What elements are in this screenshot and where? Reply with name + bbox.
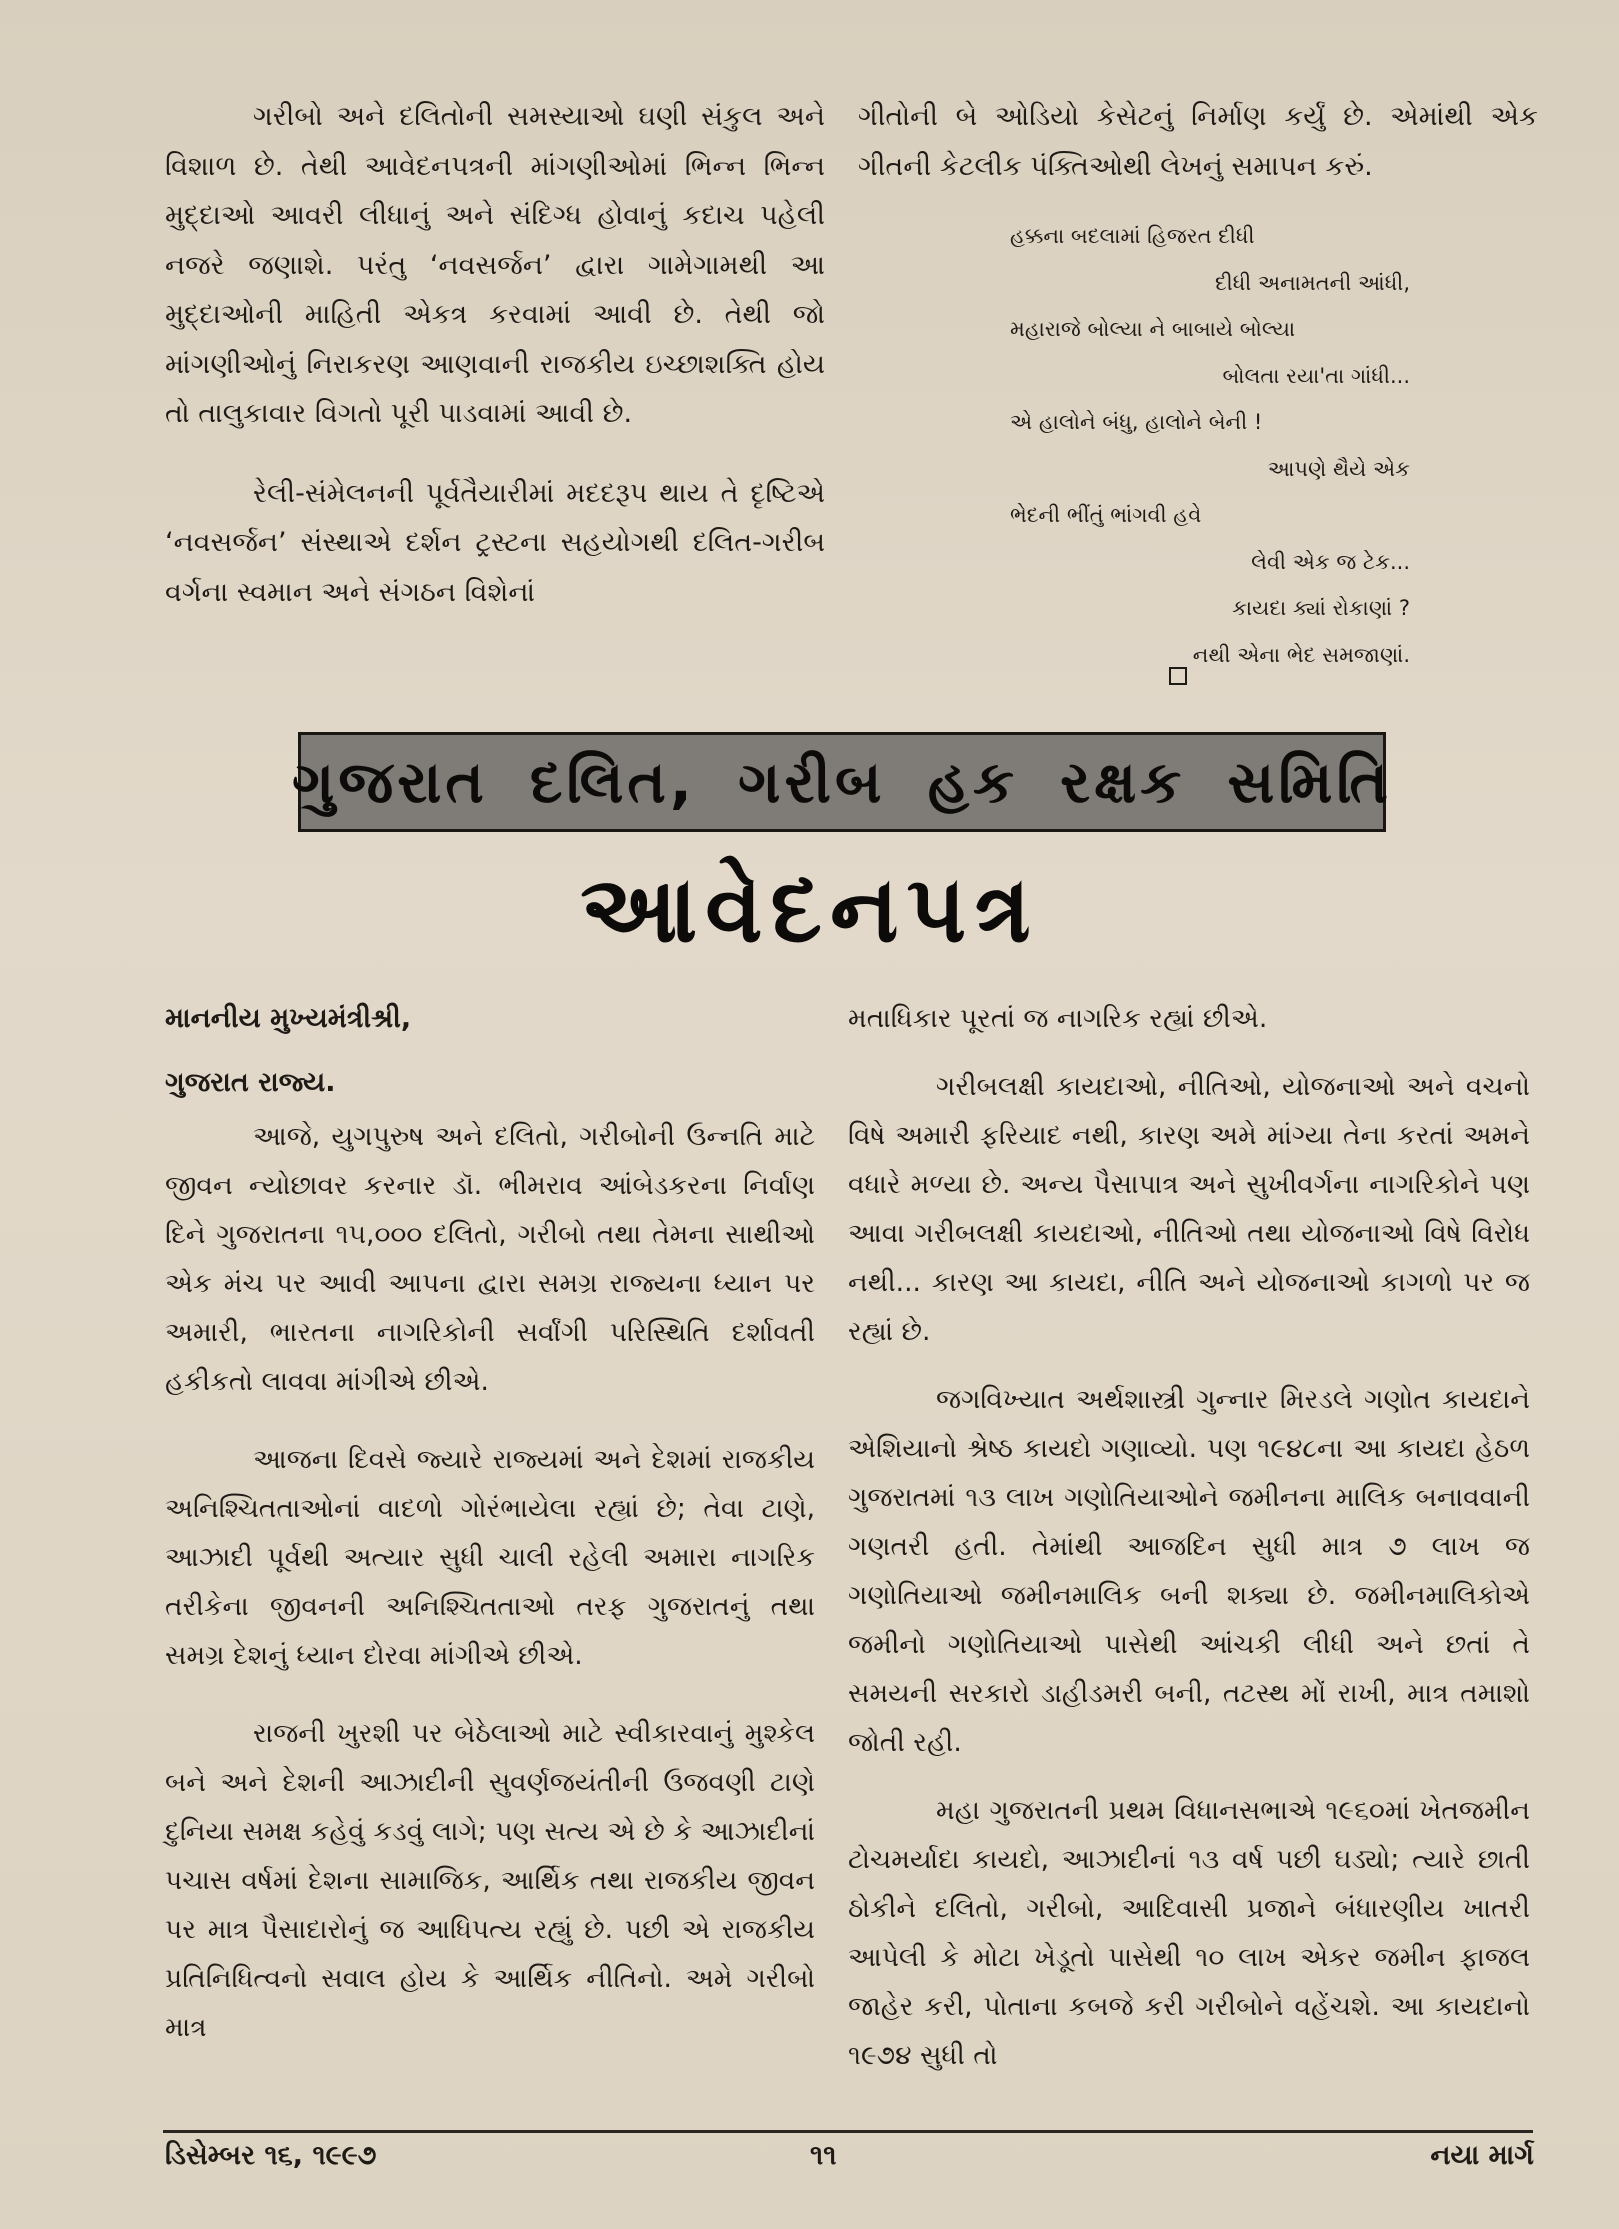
salutation-addressee: માનનીય મુખ્યમંત્રીશ્રી, [165,1003,412,1034]
salutation-state: ગુજરાત રાજ્ય. [165,1067,336,1098]
page-title: આવેદનપત્ર [580,856,1039,963]
letter-column-right [848,994,1530,2080]
paragraph: મતાધિકાર પૂરતાં જ નાગરિક રહ્યાં છીએ. [848,1003,1268,1034]
paragraph: રેલી-સંમેલનની પૂર્વતૈયારીમાં મદદરૂપ થાય તે દૃષ્ટિએ ‘નવસર્જન’ સંસ્થાએ દર્શન ટ્રસ્ટના સહયોગથી દલિત-ગરીબ વર્ગના સ્વમાન અને સંગઠન વિશેનાં [165,477,825,608]
end-mark-icon [1169,667,1187,685]
poem-line: એ હાલોને બંધુ, હાલોને બેની ! [1010,410,1263,434]
poem-line: લેવી એક જ ટેક... [1251,549,1410,574]
poem-line: મહારાજે બોલ્યા ને બાબાયે બોલ્યા [1010,317,1296,341]
letter-column-left [165,994,815,2052]
poem-line: ભેદની ભીંતું ભાંગવી હવે [1010,503,1202,527]
banner-title: ગુજરાત દલિત, ગરીબ હક રક્ષક સમિતિ [292,747,1393,816]
article-continuation-left [165,92,825,617]
committee-banner [292,732,1393,832]
paragraph: ગરીબલક્ષી કાયદાઓ, નીતિઓ, યોજનાઓ અને વચનો વિષે અમારી ફરિયાદ નથી, કારણ અમે માંગ્યા તેના કરતાં અમને વધારે મળ્યા છે. અન્ય પૈસાપાત્ર અને સુખીવર્ગના નાગરિકોને પણ આવા ગરીબલક્ષી કાયદાઓ, નીતિઓ તથા યોજનાઓ વિષે વિરોધ નથી... કારણ આ કાયદા, નીતિ અને યોજનાઓ કાગળો પર જ રહ્યાં છે. [848,1071,1530,1347]
poem-line: બોલતા રયા'તા ગાંધી... [1222,363,1410,388]
poem-line: દીધી અનામતની આંધી, [1214,270,1410,295]
paragraph: મહા ગુજરાતની પ્રથમ વિધાનસભાએ ૧૯૬૦માં ખેતજમીન ટોચમર્યાદા કાયદો, આઝાદીનાં ૧૩ વર્ષ પછી ઘડ્યો; ત્યારે છાતી ઠોકીને દલિતો, ગરીબો, આદિવાસી પ્રજાને બંધારણીય ખાતરી આપેલી કે મોટા ખેડૂતો પાસેથી ૧૦ લાખ એકર જમીન ફાજલ જાહેર કરી, પોતાના કબજે કરી ગરીબોને વહેંચશે. આ કાયદાનો ૧૯૭૪ સુધી તો [848,1795,1530,2071]
poem-line: કાયદા ક્યાં રોકાણાં ? [1232,596,1410,620]
footer-date: ડિસેમ્બર ૧૬, ૧૯૯૭ [165,2140,377,2171]
article-continuation-right [858,92,1538,191]
paragraph: આજના દિવસે જ્યારે રાજ્યમાં અને દેશમાં રાજકીય અનિશ્ચિતતાઓનાં વાદળો ગોરંભાયેલા રહ્યાં છે; તેવા ટાણે, આઝાદી પૂર્વથી અત્યાર સુધી ચાલી રહેલી અમારા નાગરિક તરીકેના જીવનની અનિશ્ચિતતાઓ તરફ ગુજરાતનું તથા સમગ્ર દેશનું ધ્યાન દોરવા માંગીએ છીએ. [165,1444,815,1671]
paragraph: ગરીબો અને દલિતોની સમસ્યાઓ ઘણી સંકુલ અને વિશાળ છે. તેથી આવેદનપત્રની માંગણીઓમાં ભિન્ન ભિન્ન મુદ્દાઓ આવરી લીધાનું અને સંદિગ્ધ હોવાનું કદાચ પહેલી નજરે જણાશે. પરંતુ ‘નવસર્જન’ દ્વારા ગામેગામથી આ મુદ્દાઓની માહિતી એકત્ર કરવામાં આવી છે. તેથી જો માંગણીઓનું નિરાકરણ આણવાની રાજકીય ઇચ્છાશક્તિ હોય તો તાલુકાવાર વિગતો પૂરી પાડવામાં આવી છે. [165,101,825,429]
poem-line: હક્કના બદલામાં હિજરત દીધી [1010,224,1255,248]
poem-line: આપણે થૈયે એક [1267,456,1410,481]
paragraph: ગીતોની બે ઓડિયો કેસેટનું નિર્માણ કર્યું છે. એમાંથી એક ગીતની કેટલીક પંક્તિઓથી લેખનું સમાપન કરું. [858,101,1538,182]
paragraph: રાજની ખુરશી પર બેઠેલાઓ માટે સ્વીકારવાનું મુશ્કેલ બને અને દેશની આઝાદીની સુવર્ણજયંતીની ઉજવણી ટાણે દુનિયા સમક્ષ કહેવું કડવું લાગે; પણ સત્ય એ છે કે આઝાદીનાં પચાસ વર્ષમાં દેશના સામાજિક, આર્થિક તથા રાજકીય જીવન પર માત્ર પૈસાદારોનું જ આધિપત્ય રહ્યું છે. પછી એ રાજકીય પ્રતિનિધિત્વનો સવાલ હોય કે આર્થિક નીતિનો. અમે ગરીબો માત્ર [165,1718,815,2043]
poem-line: નથી એના ભેદ સમજાણાં. [1192,642,1410,667]
footer-divider [163,2130,1533,2133]
paragraph: જગવિખ્યાત અર્થશાસ્ત્રી ગુન્નાર મિરડલે ગણોત કાયદાને એશિયાનો શ્રેષ્ઠ કાયદો ગણાવ્યો. પણ ૧૯૪૮ના આ કાયદા હેઠળ ગુજરાતમાં ૧૩ લાખ ગણોતિયાઓને જમીનના માલિક બનાવવાની ગણતરી હતી. તેમાંથી આજદિન સુધી માત્ર ૭ લાખ જ ગણોતિયાઓ જમીનમાલિક બની શક્યા છે. જમીનમાલિકોએ જમીનો ગણોતિયાઓ પાસેથી આંચકી લીધી અને છતાં તે સમયની સરકારો ડાહીડમરી બની, તટસ્થ મોં રાખી, માત્ર તમાશો જોતી રહી. [848,1384,1530,1758]
paragraph: આજે, યુગપુરુષ અને દલિતો, ગરીબોની ઉન્નતિ માટે જીવન ન્યોછાવર કરનાર ડૉ. ભીમરાવ આંબેડકરના નિર્વાણ દિને ગુજરાતના ૧૫,૦૦૦ દલિતો, ગરીબો તથા તેમના સાથીઓ એક મંચ પર આવી આપના દ્વારા સમગ્ર રાજ્યના ધ્યાન પર અમારી, ભારતના નાગરિકોની સર્વાંગી પરિસ્થિતિ દર્શાવતી હકીકતો લાવવા માંગીએ છીએ. [165,1121,815,1397]
page-number: ૧૧ [810,2140,837,2171]
magazine-name: નયા માર્ગ [1430,2140,1534,2171]
song-excerpt [1010,213,1410,678]
